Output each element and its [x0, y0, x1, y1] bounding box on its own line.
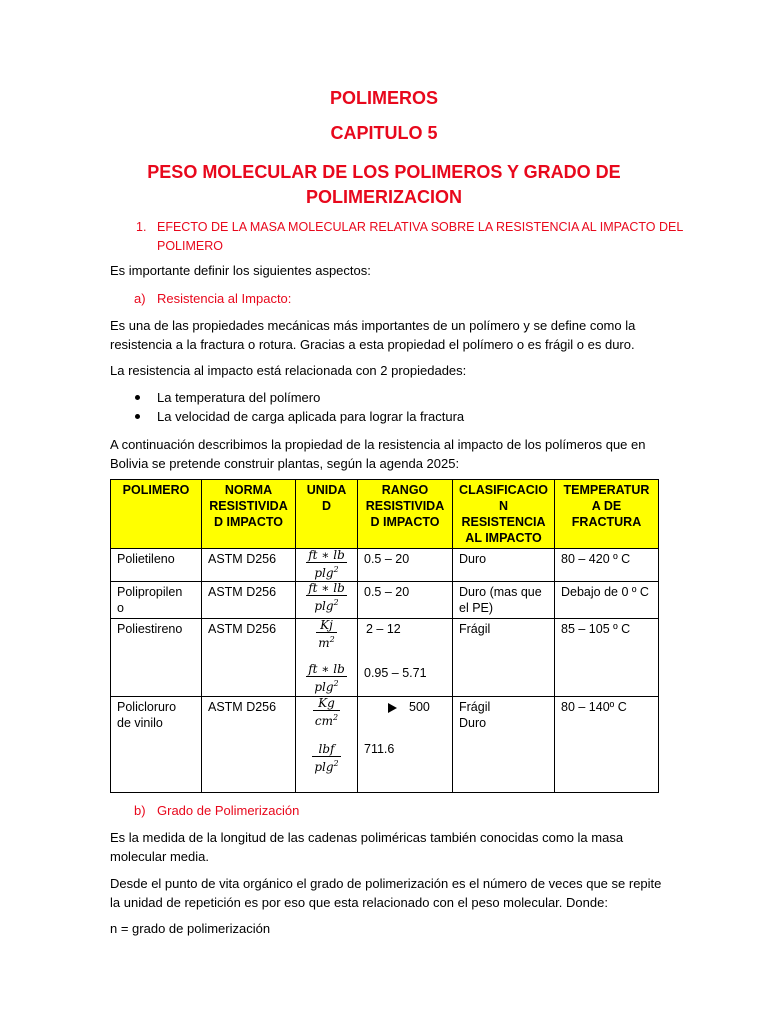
unit-ft-lb-per-plg2 — [306, 663, 347, 694]
unit-numerator: ft ∗ lb — [308, 581, 345, 595]
paragraph-agenda-line2: Bolivia se pretende construir plantas, según la agenda 2025: — [110, 455, 460, 471]
bullet-icon — [135, 414, 140, 419]
cell-unidad — [296, 549, 358, 582]
table-row — [111, 582, 659, 619]
cell-clasificacion — [453, 582, 555, 619]
unit-base: plg — [314, 680, 334, 694]
cell-rango — [358, 619, 453, 697]
cell-text: Duro — [459, 716, 487, 730]
header-rango — [358, 480, 453, 549]
paragraph-impact-line1: Es una de las propiedades mecánicas más importantes de un polímero y se define como la — [110, 318, 636, 333]
unit-ft-lb-per-plg2 — [306, 549, 347, 580]
paragraph-organic — [110, 875, 661, 912]
cell-polimero: Polietileno — [111, 549, 202, 582]
cell-text: el PE) — [459, 601, 494, 615]
unit-exponent: 2 — [333, 598, 339, 607]
cell-rango — [358, 697, 453, 793]
table-row — [111, 549, 659, 582]
paragraph-impact-line2: resistencia a la fractura o rotura. Gracias a esta propiedad el polímero o es frágil o es duro. — [110, 336, 635, 352]
cell-clasificacion — [453, 697, 555, 793]
unit-denominator — [313, 710, 340, 728]
unit-numerator: ft ∗ lb — [308, 662, 345, 676]
paragraph-properties: La resistencia al impacto está relacionada con 2 propiedades: — [110, 363, 467, 378]
header-text: NORMA — [224, 483, 273, 497]
paragraph-agenda — [110, 436, 645, 473]
unit-denominator — [312, 756, 340, 774]
header-text: D IMPACTO — [370, 515, 440, 529]
unit-kg-per-cm2 — [313, 697, 340, 728]
unit-base: plg — [314, 599, 334, 613]
header-unidad — [296, 480, 358, 549]
chapter-subtitle-line1: PESO MOLECULAR DE LOS POLIMEROS Y GRADO DE — [147, 162, 621, 182]
header-temperatura — [555, 480, 659, 549]
header-text: UNIDA — [306, 483, 347, 497]
header-text: CLASIFICACIO — [459, 483, 548, 497]
unit-denominator — [306, 595, 347, 613]
cell-clasificacion: Duro — [453, 549, 555, 582]
bullet-item-2: La velocidad de carga aplicada para lograr la fractura — [157, 409, 465, 424]
cell-temperatura: 85 – 105 º C — [555, 619, 659, 697]
cell-text: 0.95 – 5.71 — [364, 666, 427, 680]
cell-norma: ASTM D256 — [202, 582, 296, 619]
unit-numerator: lbf — [318, 742, 335, 756]
chapter-title: CAPITULO 5 — [330, 123, 438, 143]
unit-exponent: 2 — [333, 565, 339, 574]
paragraph-organic-line1: Desde el punto de vita orgánico el grado de polimerización es el número de veces que se repite — [110, 876, 662, 891]
unit-kj-per-m2 — [316, 619, 336, 650]
paragraph-grado-line1: Es la medida de la longitud de las cadenas poliméricas también conocidas como la masa — [110, 830, 624, 845]
table-header-row — [111, 480, 659, 549]
cell-polimero — [111, 697, 202, 793]
cell-polimero — [111, 582, 202, 619]
chapter-subtitle-line2: POLIMERIZACION — [306, 187, 462, 207]
paragraph-grado-line2: molecular media. — [110, 848, 209, 864]
cell-temperatura: 80 – 420 º C — [555, 549, 659, 582]
unit-base: m — [318, 636, 330, 650]
unit-exponent: 2 — [329, 635, 335, 644]
section-number: 1. — [136, 220, 147, 234]
cell-unidad — [296, 697, 358, 793]
unit-numerator: Kj — [320, 618, 333, 632]
unit-exponent: 2 — [333, 759, 339, 768]
cell-text: 500 — [409, 700, 430, 714]
bullet-icon — [135, 395, 140, 400]
header-text: D IMPACTO — [214, 515, 283, 529]
cell-unidad — [296, 619, 358, 697]
cell-unidad — [296, 582, 358, 619]
chapter-subtitle — [0, 160, 768, 210]
header-text: AL IMPACTO — [465, 531, 542, 545]
cell-text: Polipropilen — [117, 585, 183, 599]
cell-text: 2 – 12 — [366, 622, 401, 636]
section-heading — [157, 218, 683, 255]
header-polimero — [111, 480, 202, 549]
cell-rango-line1 — [364, 699, 446, 715]
cell-rango: 0.5 – 20 — [358, 549, 453, 582]
paragraph-grado-definition — [110, 829, 623, 866]
cell-polimero: Poliestireno — [111, 619, 202, 697]
unit-base: plg — [314, 566, 334, 580]
arrow-bullet-icon — [388, 703, 397, 713]
bullet-item-1: La temperatura del polímero — [157, 390, 321, 405]
unit-base: plg — [314, 760, 334, 774]
table-row — [111, 697, 659, 793]
unit-exponent: 2 — [333, 713, 339, 722]
doc-title: POLIMEROS — [329, 88, 438, 108]
unit-denominator — [316, 632, 336, 650]
header-norma — [202, 480, 296, 549]
header-text: RESISTIVIDA — [365, 499, 445, 513]
unit-numerator: Kg — [318, 696, 335, 710]
header-text: TEMPERATUR — [563, 483, 650, 497]
cell-temperatura: Debajo de 0 º C — [555, 582, 659, 619]
subsection-a-label: a) — [134, 291, 146, 306]
paragraph-organic-line2: la unidad de repetición es por eso que esta relacionado con el peso molecular. Donde: — [110, 894, 608, 910]
cell-text: Frágil — [459, 700, 491, 714]
subsection-b-label: b) — [134, 803, 146, 818]
unit-denominator — [306, 676, 347, 694]
header-text: POLIMERO — [122, 483, 190, 497]
unit-base: cm — [314, 714, 333, 728]
unit-denominator — [306, 562, 347, 580]
cell-clasificacion: Frágil — [453, 619, 555, 697]
cell-temperatura: 80 – 140º C — [555, 697, 659, 793]
header-text: A DE — [591, 499, 622, 513]
header-text: FRACTURA — [571, 515, 642, 529]
paragraph-n-definition: n = grado de polimerización — [110, 921, 271, 936]
unit-lbf-per-plg2 — [312, 743, 340, 774]
cell-text: Duro (mas que — [459, 585, 542, 599]
cell-rango: 0.5 – 20 — [358, 582, 453, 619]
subsection-a-heading: Resistencia al Impacto: — [157, 291, 292, 306]
cell-norma: ASTM D256 — [202, 697, 296, 793]
table-row — [111, 619, 659, 697]
cell-text: Policloruro — [117, 700, 177, 714]
cell-norma: ASTM D256 — [202, 549, 296, 582]
unit-ft-lb-per-plg2 — [306, 582, 347, 613]
header-text: RANGO — [381, 483, 429, 497]
section-heading-line1: EFECTO DE LA MASA MOLECULAR RELATIVA SOBRE LA RESISTENCIA AL IMPACTO DEL — [157, 220, 684, 234]
header-text: RESISTIVIDA — [209, 499, 288, 513]
impact-resistance-table — [110, 479, 659, 793]
unit-exponent: 2 — [333, 679, 339, 688]
intro-text: Es importante definir los siguientes aspectos: — [110, 263, 371, 278]
header-text: D — [321, 499, 332, 513]
unit-numerator: ft ∗ lb — [308, 548, 345, 562]
section-heading-line2: POLIMERO — [157, 238, 223, 253]
paragraph-agenda-line1: A continuación describimos la propiedad de la resistencia al impacto de los polímeros que en — [110, 437, 646, 452]
cell-text: o — [117, 601, 124, 615]
subsection-b-heading: Grado de Polimerización — [157, 803, 300, 818]
cell-text: 711.6 — [364, 742, 395, 756]
cell-text: de vinilo — [117, 716, 163, 730]
paragraph-impact-definition — [110, 317, 635, 354]
cell-norma: ASTM D256 — [202, 619, 296, 697]
header-text: N RESISTENCIA — [461, 499, 546, 529]
header-clasificacion — [453, 480, 555, 549]
